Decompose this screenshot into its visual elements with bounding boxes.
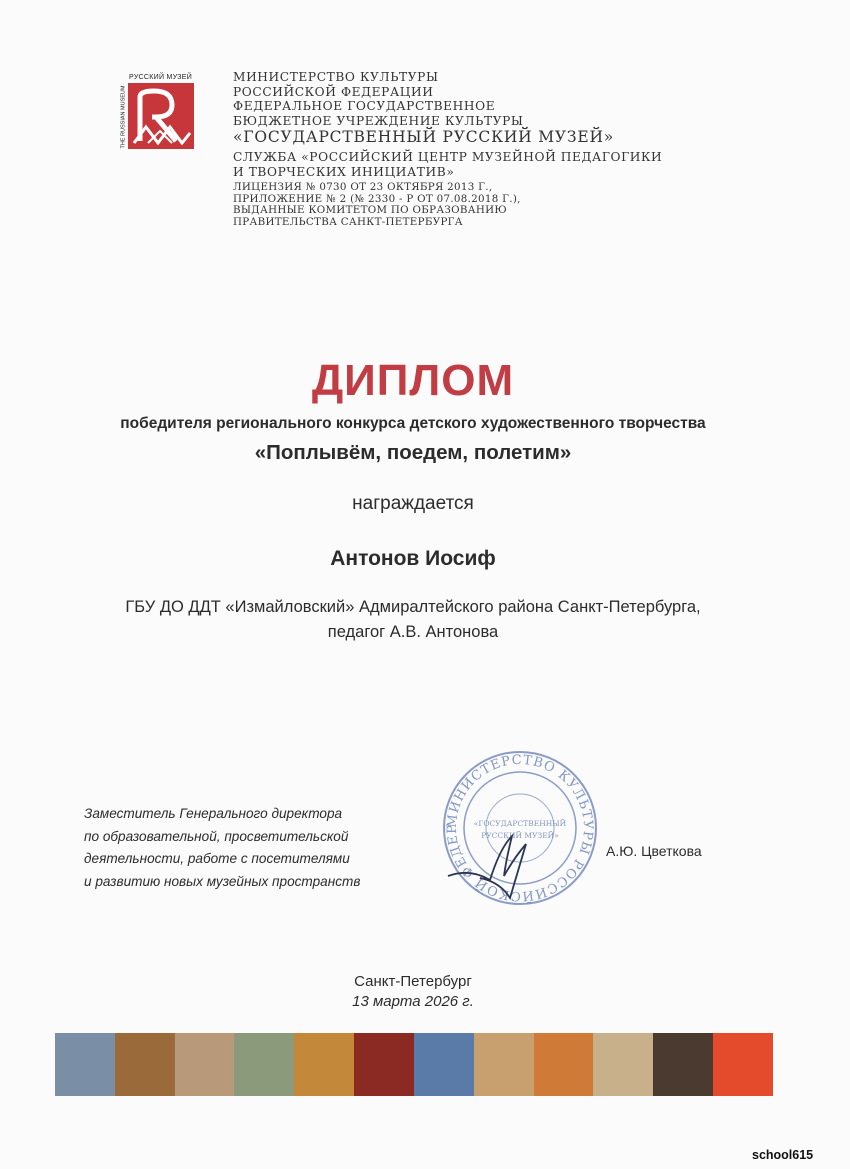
license-line: ЛИЦЕНЗИЯ № 0730 ОТ 23 ОКТЯБРЯ 2013 Г., (233, 181, 493, 193)
stamp-inner-text: «ГОСУДАРСТВЕННЫЙ (473, 819, 567, 828)
header-line: МИНИСТЕРСТВО КУЛЬТУРЫ (233, 70, 439, 84)
contest-name: «Поплывём, поедем, полетим» (254, 441, 572, 464)
stamp-inner-text: РУССКИЙ МУЗЕЙ» (481, 831, 559, 840)
diploma-title: ДИПЛОМ (311, 356, 515, 405)
museum-logo (120, 74, 195, 149)
license-line: ПРАВИТЕЛЬСТВА САНКТ-ПЕТЕРБУРГА (233, 215, 463, 228)
watermark: school615 (752, 1148, 814, 1162)
artwork-thumbnail (175, 1033, 235, 1096)
issue-date: 13 марта 2026 г. (352, 993, 474, 1010)
header-line: ФЕДЕРАЛЬНОЕ ГОСУДАРСТВЕННОЕ (233, 99, 496, 113)
logo-side-text: THE RUSSIAN MUSEUM (120, 85, 127, 149)
artwork-thumbnail (115, 1033, 175, 1096)
artwork-thumbnail (55, 1033, 115, 1096)
teacher-line: педагог А.В. Антонова (327, 623, 499, 641)
awarded-label: награждается (352, 493, 474, 514)
logo-top-text: РУССКИЙ МУЗЕЙ (129, 74, 193, 81)
position-line: деятельности, работе с посетителями (84, 851, 350, 866)
header-line: РОССИЙСКОЙ ФЕДЕРАЦИИ (233, 84, 434, 99)
artwork-thumbnail (414, 1033, 474, 1096)
position-line: Заместитель Генерального директора (84, 806, 343, 821)
museum-name: «ГОСУДАРСТВЕННЫЙ РУССКИЙ МУЗЕЙ» (233, 128, 615, 146)
artwork-thumbnail (294, 1033, 354, 1096)
logo-emblem (128, 83, 194, 149)
artwork-thumbnail (534, 1033, 594, 1096)
signer-position (84, 803, 360, 893)
header-line: И ТВОРЧЕСКИХ ИНИЦИАТИВ» (233, 164, 455, 179)
stamp-seal-icon (440, 748, 600, 908)
artwork-thumbnail (234, 1033, 294, 1096)
artwork-thumbnail (713, 1033, 773, 1096)
position-line: по образовательной, просветительской (84, 828, 349, 844)
artwork-thumbnail (354, 1033, 414, 1096)
issue-city: Санкт-Петербург (354, 973, 472, 990)
issuer-header (233, 70, 662, 228)
artwork-thumbnail (474, 1033, 534, 1096)
diploma-subtitle: победителя регионального конкурса детского художественного творчества (120, 415, 706, 432)
artwork-strip (55, 1033, 773, 1096)
artwork-thumbnail (653, 1033, 713, 1096)
organization-line: ГБУ ДО ДДТ «Измайловский» Адмиралтейского района Санкт-Петербурга, (125, 598, 701, 616)
official-stamp (440, 748, 600, 908)
logo-r-monogram-icon (128, 83, 194, 149)
header-line: СЛУЖБА «РОССИЙСКИЙ ЦЕНТР МУЗЕЙНОЙ ПЕДАГОГИКИ (233, 150, 663, 164)
license-line: ВЫДАННЫЕ КОМИТЕТОМ ПО ОБРАЗОВАНИЮ (233, 204, 507, 216)
stamp-outer-text: МИНИСТЕРСТВО КУЛЬТУРЫ РОССИЙСКОЙ ФЕДЕР (444, 752, 596, 904)
license-line: ПРИЛОЖЕНИЕ № 2 (№ 2330 - Р ОТ 07.08.2018 Г.), (233, 192, 521, 205)
artwork-thumbnail (593, 1033, 653, 1096)
signer-name: А.Ю. Цветкова (606, 843, 702, 859)
header-line: БЮДЖЕТНОЕ УЧРЕЖДЕНИЕ КУЛЬТУРЫ (233, 113, 524, 128)
position-line: и развитию новых музейных пространств (84, 873, 361, 889)
recipient-name: Антонов Иосиф (330, 547, 496, 570)
